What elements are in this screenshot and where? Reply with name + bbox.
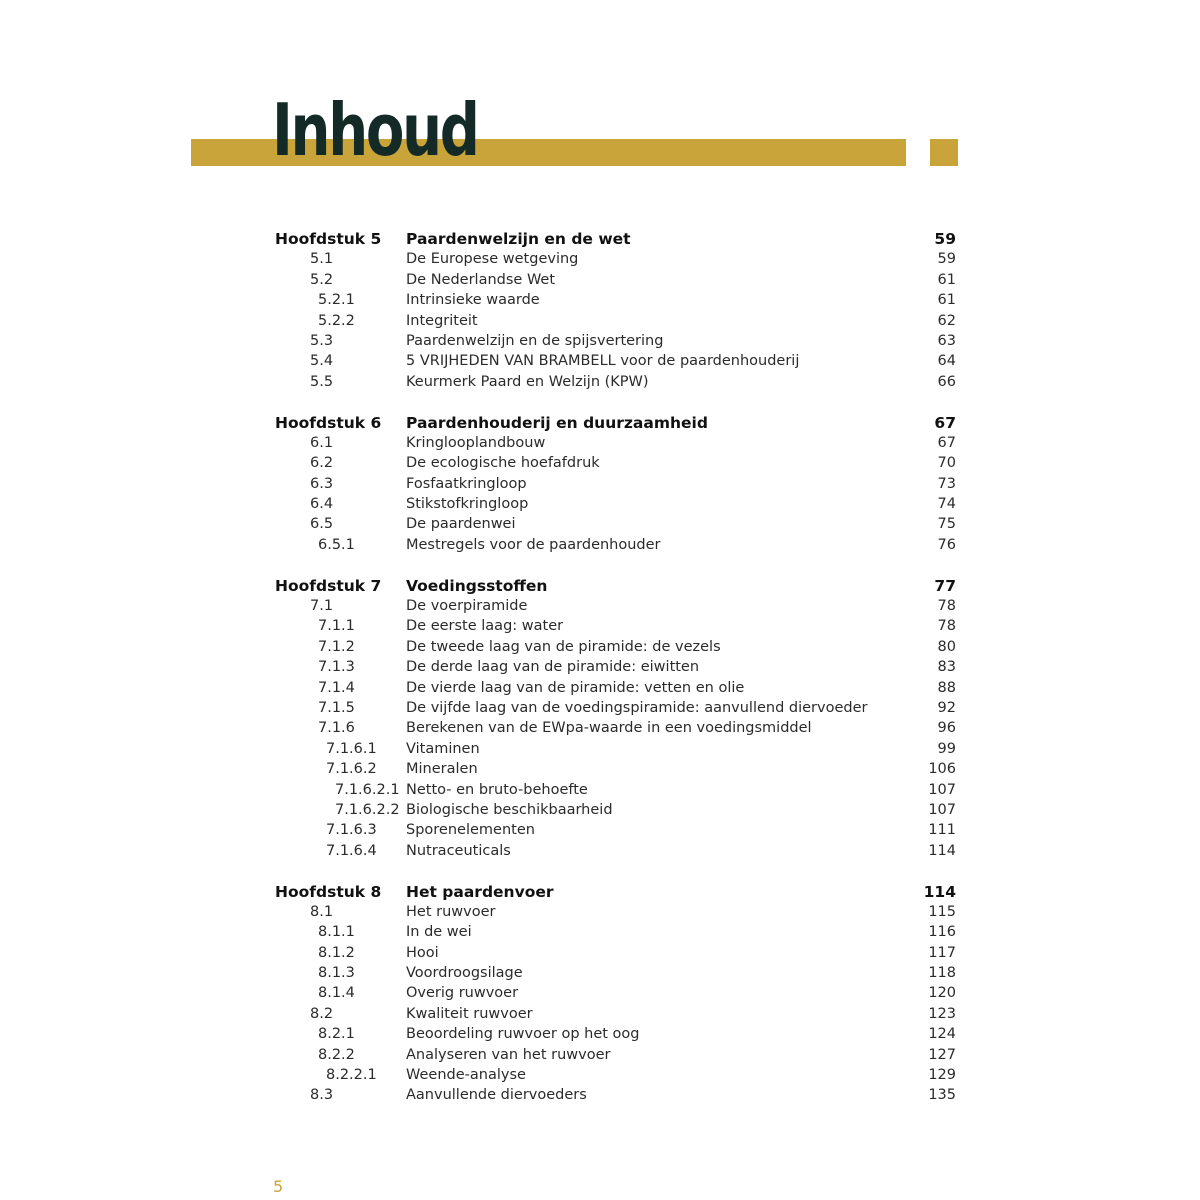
- entry-number: 8.1.2: [318, 944, 355, 961]
- entry-number: 5.3: [310, 332, 334, 349]
- toc-entry[interactable]: [0, 922, 1200, 942]
- chapter-page: 77: [934, 576, 956, 595]
- entry-number: 7.1.4: [318, 679, 355, 696]
- entry-number: 6.3: [310, 475, 334, 492]
- entry-number: 8.2.2.1: [326, 1067, 377, 1084]
- entry-title: Paardenwelzijn en de spijsvertering: [406, 332, 664, 349]
- chapter-number: Hoofdstuk 6: [275, 413, 382, 432]
- entry-page: 111: [928, 822, 956, 839]
- entry-title: Fosfaatkringloop: [406, 475, 527, 492]
- entry-page: 62: [937, 312, 956, 329]
- entry-page: 123: [928, 1005, 956, 1022]
- entry-number: 7.1.1: [318, 618, 355, 635]
- entry-title: Het ruwvoer: [406, 903, 496, 920]
- chapter-title: Het paardenvoer: [406, 882, 554, 901]
- entry-page: 129: [928, 1067, 956, 1084]
- toc-entry[interactable]: [0, 372, 1200, 392]
- toc-entry[interactable]: [0, 494, 1200, 514]
- toc-entry[interactable]: [0, 678, 1200, 698]
- toc-entry[interactable]: [0, 535, 1200, 555]
- chapter-number: Hoofdstuk 5: [275, 230, 382, 248]
- entry-page: 124: [928, 1026, 956, 1043]
- entry-page: 61: [937, 271, 956, 288]
- chapter-page: 114: [923, 882, 956, 901]
- entry-page: 88: [937, 679, 956, 696]
- entry-title: De ecologische hoefafdruk: [406, 455, 600, 472]
- entry-number: 7.1.6: [318, 720, 355, 737]
- entry-page: 78: [937, 598, 956, 615]
- entry-title: Mineralen: [406, 761, 478, 778]
- chapter-title: Voedingsstoffen: [406, 576, 548, 595]
- entry-title: De voerpiramide: [406, 598, 528, 615]
- toc-entry[interactable]: [0, 841, 1200, 861]
- chapter-page: 67: [934, 413, 956, 432]
- toc-entry[interactable]: [0, 453, 1200, 473]
- toc-entry[interactable]: [0, 474, 1200, 494]
- toc-entry[interactable]: [0, 596, 1200, 616]
- entry-title: Keurmerk Paard en Welzijn (KPW): [406, 373, 649, 390]
- entry-number: 7.1.6.4: [326, 842, 377, 859]
- toc-entry[interactable]: [0, 1024, 1200, 1044]
- entry-number: 8.1.1: [318, 924, 355, 941]
- toc-entry[interactable]: [0, 433, 1200, 453]
- entry-number: 7.1.6.2.2: [335, 801, 400, 818]
- entry-page: 66: [937, 373, 956, 390]
- entry-title: Mestregels voor de paardenhouder: [406, 536, 661, 553]
- toc-entry[interactable]: [0, 270, 1200, 290]
- entry-page: 74: [937, 496, 956, 513]
- page-number: 5: [273, 1177, 284, 1196]
- toc-entry[interactable]: [0, 800, 1200, 820]
- entry-page: 78: [937, 618, 956, 635]
- toc-chapter-heading[interactable]: [0, 882, 1200, 902]
- entry-page: 107: [928, 801, 956, 818]
- entry-title: De paardenwei: [406, 516, 516, 533]
- toc-entry[interactable]: [0, 331, 1200, 351]
- entry-number: 5.2.2: [318, 312, 355, 329]
- entry-title: Overig ruwvoer: [406, 985, 519, 1002]
- entry-title: Kringlooplandbouw: [406, 434, 546, 451]
- entry-page: 75: [937, 516, 956, 533]
- entry-number: 7.1.2: [318, 638, 355, 655]
- entry-page: 63: [937, 332, 956, 349]
- entry-page: 106: [928, 761, 956, 778]
- entry-number: 8.1.4: [318, 985, 355, 1002]
- entry-page: 114: [928, 842, 956, 859]
- toc-entry[interactable]: [0, 1045, 1200, 1065]
- entry-page: 61: [937, 292, 956, 309]
- entry-page: 64: [937, 353, 956, 370]
- toc-entry[interactable]: [0, 943, 1200, 963]
- entry-title: De derde laag van de piramide: eiwitten: [406, 659, 700, 676]
- entry-title: De tweede laag van de piramide: de vezels: [406, 638, 721, 655]
- entry-number: 8.3: [310, 1087, 334, 1104]
- entry-page: 135: [928, 1087, 956, 1104]
- toc-entry[interactable]: [0, 290, 1200, 310]
- entry-title: Kwaliteit ruwvoer: [406, 1005, 533, 1022]
- entry-number: 7.1: [310, 598, 334, 615]
- toc-entry[interactable]: [0, 514, 1200, 534]
- toc-entry[interactable]: [0, 351, 1200, 371]
- chapter-number: Hoofdstuk 8: [275, 882, 382, 901]
- entry-title: Beoordeling ruwvoer op het oog: [406, 1026, 640, 1043]
- entry-title: De Nederlandse Wet: [406, 271, 556, 288]
- chapter-number: Hoofdstuk 7: [275, 576, 382, 595]
- entry-title: Biologische beschikbaarheid: [406, 801, 613, 818]
- toc-chapter: [0, 413, 1200, 556]
- entry-page: 73: [937, 475, 956, 492]
- entry-number: 7.1.3: [318, 659, 355, 676]
- entry-number: 8.1.3: [318, 965, 355, 982]
- entry-page: 76: [937, 536, 956, 553]
- entry-title: In de wei: [406, 924, 472, 941]
- entry-number: 6.1: [310, 434, 334, 451]
- entry-title: Vitaminen: [406, 740, 480, 757]
- entry-number: 6.5.1: [318, 536, 355, 553]
- toc-entry[interactable]: [0, 1065, 1200, 1085]
- toc-entry[interactable]: [0, 1085, 1200, 1105]
- toc-entry[interactable]: [0, 739, 1200, 759]
- entry-title: Integriteit: [406, 312, 478, 329]
- toc-entry[interactable]: [0, 1004, 1200, 1024]
- toc-entry[interactable]: [0, 963, 1200, 983]
- entry-title: De Europese wetgeving: [406, 251, 579, 268]
- entry-page: 92: [937, 699, 956, 716]
- toc-chapter: [0, 882, 1200, 1106]
- table-of-contents: [0, 229, 1200, 1126]
- entry-title: Netto- en bruto-behoefte: [406, 781, 588, 798]
- toc-entry[interactable]: [0, 983, 1200, 1003]
- entry-title: De vijfde laag van de voedingspiramide: aanvullend diervoeder: [406, 699, 868, 716]
- entry-number: 7.1.5: [318, 699, 355, 716]
- toc-entry[interactable]: [0, 698, 1200, 718]
- entry-page: 67: [937, 434, 956, 451]
- entry-number: 6.4: [310, 496, 334, 513]
- entry-page: 115: [928, 903, 956, 920]
- entry-title: Analyseren van het ruwvoer: [406, 1046, 611, 1063]
- toc-chapter-heading[interactable]: [0, 413, 1200, 433]
- toc-chapter: [0, 229, 1200, 392]
- toc-entry[interactable]: [0, 902, 1200, 922]
- chapter-title: Paardenhouderij en duurzaamheid: [406, 413, 708, 432]
- entry-number: 5.5: [310, 373, 334, 390]
- toc-entry[interactable]: [0, 780, 1200, 800]
- entry-title: De vierde laag van de piramide: vetten en olie: [406, 679, 745, 696]
- entry-title: Berekenen van de EWpa-waarde in een voedingsmiddel: [406, 720, 812, 737]
- toc-entry[interactable]: [0, 718, 1200, 738]
- toc-entry[interactable]: [0, 311, 1200, 331]
- entry-number: 6.5: [310, 516, 334, 533]
- entry-title: Weende-analyse: [406, 1067, 526, 1084]
- toc-chapter-heading[interactable]: [0, 576, 1200, 596]
- toc-chapter-heading[interactable]: [0, 229, 1200, 249]
- entry-title: 5 VRIJHEDEN VAN BRAMBELL voor de paardenhouderij: [406, 353, 800, 370]
- entry-page: 127: [928, 1046, 956, 1063]
- toc-entry[interactable]: [0, 759, 1200, 779]
- entry-page: 99: [937, 740, 956, 757]
- entry-number: 8.2: [310, 1005, 334, 1022]
- entry-number: 5.2: [310, 271, 334, 288]
- entry-number: 7.1.6.2.1: [335, 781, 400, 798]
- entry-number: 7.1.6.3: [326, 822, 377, 839]
- entry-number: 6.2: [310, 455, 334, 472]
- entry-number: 5.2.1: [318, 292, 355, 309]
- chapter-title: Paardenwelzijn en de wet: [406, 230, 631, 248]
- entry-number: 5.1: [310, 251, 334, 268]
- toc-entry[interactable]: [0, 249, 1200, 269]
- entry-title: Nutraceuticals: [406, 842, 511, 859]
- entry-number: 8.2.1: [318, 1026, 355, 1043]
- entry-page: 107: [928, 781, 956, 798]
- title-accent-square: [930, 139, 958, 166]
- entry-page: 116: [928, 924, 956, 941]
- entry-title: Hooi: [406, 944, 439, 961]
- entry-title: Sporenelementen: [406, 822, 535, 839]
- page-title: Inhoud: [272, 88, 478, 172]
- entry-title: Intrinsieke waarde: [406, 292, 540, 309]
- toc-entry[interactable]: [0, 616, 1200, 636]
- entry-page: 96: [937, 720, 956, 737]
- entry-page: 70: [937, 455, 956, 472]
- entry-page: 83: [937, 659, 956, 676]
- entry-title: De eerste laag: water: [406, 618, 564, 635]
- entry-page: 80: [937, 638, 956, 655]
- entry-title: Voordroogsilage: [406, 965, 523, 982]
- chapter-page: 59: [934, 230, 956, 248]
- entry-number: 5.4: [310, 353, 334, 370]
- entry-page: 118: [928, 965, 956, 982]
- entry-number: 7.1.6.1: [326, 740, 377, 757]
- entry-number: 8.1: [310, 903, 334, 920]
- entry-page: 59: [937, 251, 956, 268]
- entry-number: 7.1.6.2: [326, 761, 377, 778]
- toc-chapter: [0, 576, 1200, 861]
- entry-title: Stikstofkringloop: [406, 496, 529, 513]
- entry-page: 120: [928, 985, 956, 1002]
- entry-number: 8.2.2: [318, 1046, 355, 1063]
- toc-entry[interactable]: [0, 637, 1200, 657]
- entry-page: 117: [928, 944, 956, 961]
- toc-entry[interactable]: [0, 657, 1200, 677]
- toc-entry[interactable]: [0, 820, 1200, 840]
- entry-title: Aanvullende diervoeders: [406, 1087, 587, 1104]
